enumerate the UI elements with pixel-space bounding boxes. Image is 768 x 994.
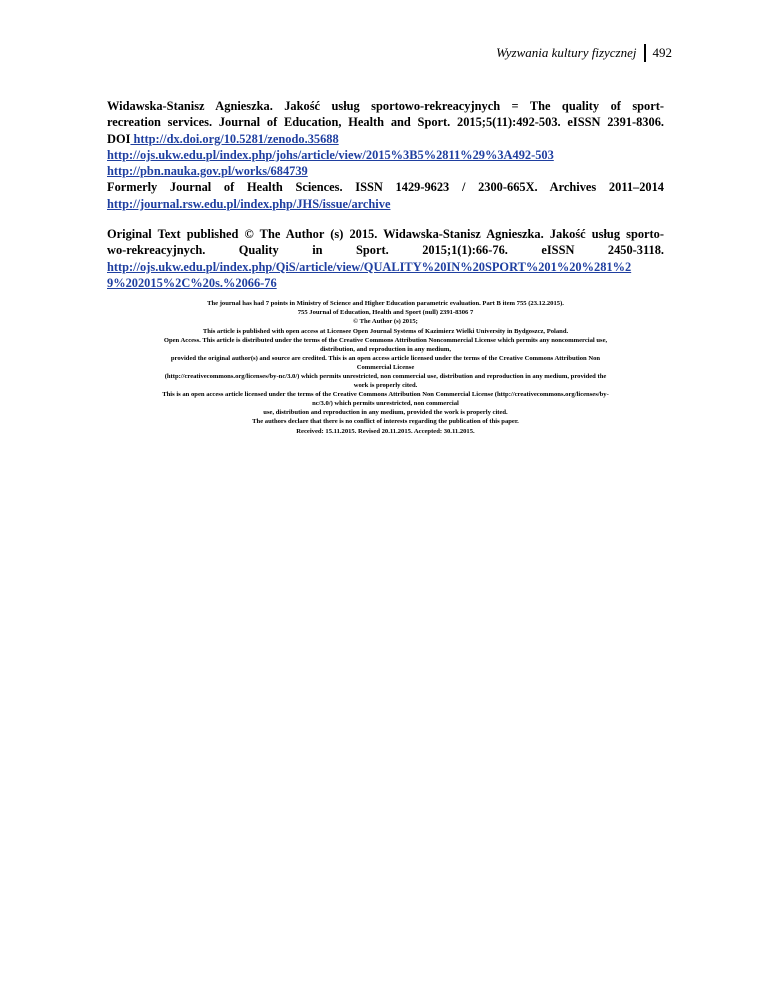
document-body [107, 98, 664, 436]
archive-link-line [107, 196, 664, 212]
citation-block [107, 98, 664, 212]
note-line: This is an open access article licensed under the terms of the Creative Commons Attribution Non Commercial License (http://creativecommons.org/licenses/by- [162, 391, 609, 399]
note-line: The journal has had 7 points in Ministry of Science and Higher Education parametric evaluation. Part B item 755 (23.12.2015). [207, 300, 564, 308]
original-line: Original Text published © The Author (s) 2015. Widawska-Stanisz Agnieszka. Jakość usług sporto- [107, 227, 664, 242]
citation-line: Widawska-Stanisz Agnieszka. Jakość usług sportowo-rekreacyjnych = The quality of sport- [107, 99, 664, 113]
ojs-link-line [107, 147, 664, 163]
page-number: 492 [652, 45, 672, 60]
citation-line: recreation services. Journal of Education, Health and Sport. 2015;5(11):492-503. eISSN 2391-8306. [107, 115, 664, 130]
running-header [496, 44, 672, 62]
original-link-line [107, 259, 664, 275]
note-line: Open Access. This article is distributed under the terms of the Creative Commons Attribution Noncommercial License which permits any noncommercial use, [163, 336, 608, 344]
ojs-article-link[interactable]: http://ojs.ukw.edu.pl/index.php/johs/article/view/2015%3B5%2811%29%3A492-503 [107, 147, 554, 162]
note-line: work is properly cited. [353, 382, 418, 390]
note-line: distribution, and reproduction in any medium, [319, 345, 452, 353]
original-article-link-cont[interactable]: 9%202015%2C%20s.%2066-76 [107, 275, 277, 290]
note-line: Commercial License [356, 363, 415, 371]
formerly-line: Formerly Journal of Health Sciences. ISSN 1429-9623 / 2300-665X. Archives 2011–2014 [107, 180, 664, 195]
pbn-link[interactable]: http://pbn.nauka.gov.pl/works/684739 [107, 164, 308, 179]
note-line: 755 Journal of Education, Health and Sport (null) 2391-8306 7 [297, 309, 474, 317]
note-line: provided the original author(s) and source are credited. This is an open access article licensed under the terms of the Creative Commons Attribution Non [170, 354, 601, 362]
doi-line [107, 131, 664, 147]
original-text-block [107, 226, 664, 291]
archive-link[interactable]: http://journal.rsw.edu.pl/index.php/JHS/issue/archive [107, 196, 391, 211]
note-line: This article is published with open access at Licensee Open Journal Systems of Kazimierz Wielki University in Bydgoszcz, Poland. [202, 327, 569, 335]
note-line: nc/3.0/) which permits unrestricted, non commercial [312, 400, 459, 408]
doi-label: DOI [107, 131, 131, 146]
license-notes [107, 299, 664, 435]
note-line: (http://creativecommons.org/licenses/by-nc/3.0/) which permits unrestricted, non commercial use, distribution and reproduction in any medium, provided the [164, 373, 607, 381]
note-line: © The Author (s) 2015; [353, 318, 418, 326]
original-line: wo-rekreacyjnych. Quality in Sport. 2015;1(1):66-76. eISSN 2450-3118. [107, 243, 664, 258]
note-line: use, distribution and reproduction in any medium, provided the work is properly cited. [263, 409, 508, 417]
journal-name: Wyzwania kultury fizycznej [496, 45, 637, 60]
note-line: Received: 15.11.2015. Revised 20.11.2015. Accepted: 30.11.2015. [296, 427, 475, 435]
original-link-line [107, 275, 664, 291]
pbn-link-line [107, 163, 664, 179]
note-line: The authors declare that there is no conflict of interests regarding the publication of this paper. [252, 418, 519, 426]
original-article-link[interactable]: http://ojs.ukw.edu.pl/index.php/QiS/article/view/QUALITY%20IN%20SPORT%201%20%281%2 [107, 259, 632, 274]
doi-link[interactable]: http://dx.doi.org/10.5281/zenodo.35688 [130, 131, 339, 146]
